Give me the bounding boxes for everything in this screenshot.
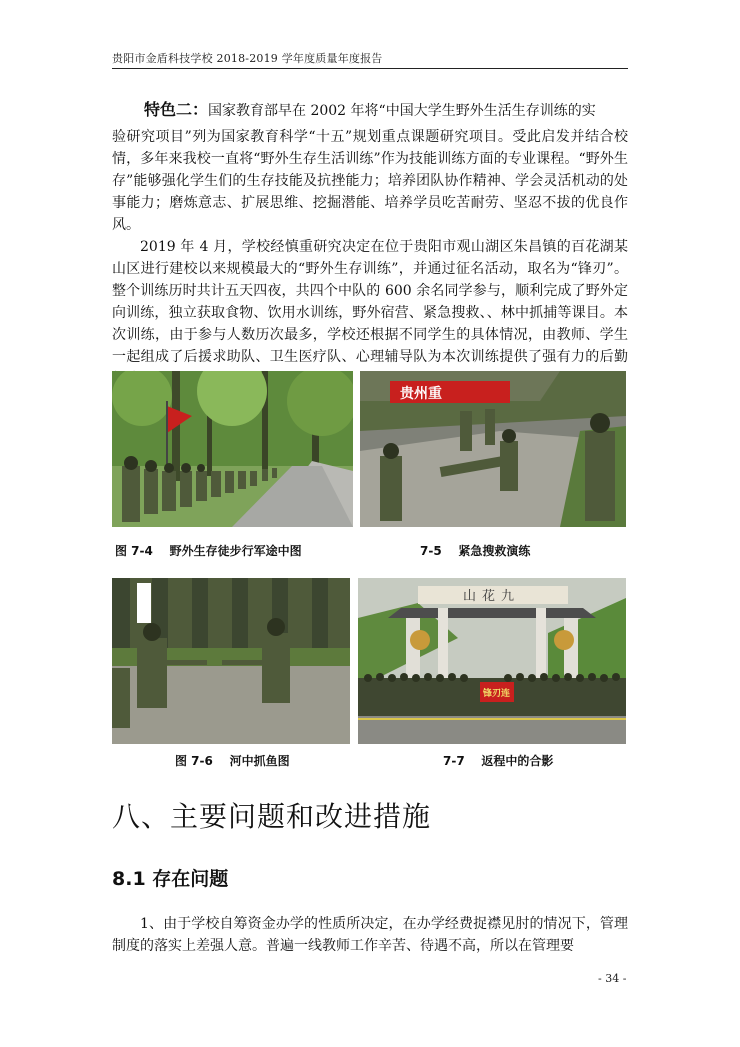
photo-group [358,578,626,744]
intro-rest: 验研究项目”列为国家教育科学“十五”规划重点课题研究项目。受此启发并结合校情，多年来我校一直将“野外生存生活训练”作为技能训练方面的专业课程。“野外生存”能够强化学生们的生存技能及抗挫能力；培养团队协作精神、学会灵活机动的处事能力；磨炼意志、扩展思维、挖掘潜能、培养学员吃苦耐劳、坚忍不拔的优良作风。 [112,129,628,233]
rescue-banner-text: 贵州重 [400,386,442,402]
fig-7-7-number: 7-7 [443,754,465,768]
fig-7-4-text: 野外生存徒步行军途中图 [169,544,302,558]
training-text: 2019 年 4 月，学校经慎重研究决定在位于贵阳市观山湖区朱昌镇的百花湖某山区进行建校以来规模最大的“野外生存训练”，并通过征名活动，取名为“锋刃”。整个训练历时共计五天四夜，共四个中队的 600 余名同学参与，顺利完成了野外定向训练，独立获取食物、饮用水训练，野外宿营、紧急搜救、、林中抓捕等课目。本次训练，由于参与人数历次最多，学校还根据不同学生的具体情况，由教师、学生一起组成了后援求助队、卫生医疗队、心理辅导队为本次训练提供了强有力的后勤 [112,239,628,365]
fig-7-5-number: 7-5 [420,544,442,558]
photo-fishing [112,578,350,744]
subsection-heading: 8.1 存在问题 [112,868,229,890]
group-flag-text: 锋刃连 [483,689,511,699]
training-paragraph [112,236,628,390]
fig-7-6-text: 河中抓鱼图 [229,754,290,768]
caption-fig-7-6 [175,752,290,769]
intro-paragraph [112,95,628,236]
problems-text: 1、由于学校自筹资金办学的性质所决定，在办学经费捉襟见肘的情况下，管理制度的落实上差强人意。普遍一线教师工作辛苦、待遇不高，所以在管理要 [112,916,628,954]
page-number: - 34 - [598,972,627,985]
fig-7-4-number: 图 7-4 [115,544,153,558]
intro-line1: 国家教育部早在 2002 年将“中国大学生野外生活生存训练的实 [208,103,596,119]
feature-label: 特色二： [144,100,209,119]
header-rule [112,68,628,69]
running-header: 贵阳市金盾科技学校 2018-2019 学年度质量年度报告 [112,52,383,65]
intro-first-line [112,95,628,126]
section-heading: 八、主要问题和改进措施 [112,800,432,833]
photo-march [112,371,353,527]
fig-7-7-text: 返程中的合影 [481,754,554,768]
problems-paragraph [112,913,628,957]
caption-fig-7-4 [115,542,302,559]
caption-fig-7-5 [420,542,530,559]
fig-7-5-text: 紧急搜救演练 [458,544,531,558]
photo-rescue [360,371,626,527]
fig-7-6-number: 图 7-6 [175,754,213,768]
caption-fig-7-7 [443,752,553,769]
gate-sign-text: 山花九 [463,589,521,604]
